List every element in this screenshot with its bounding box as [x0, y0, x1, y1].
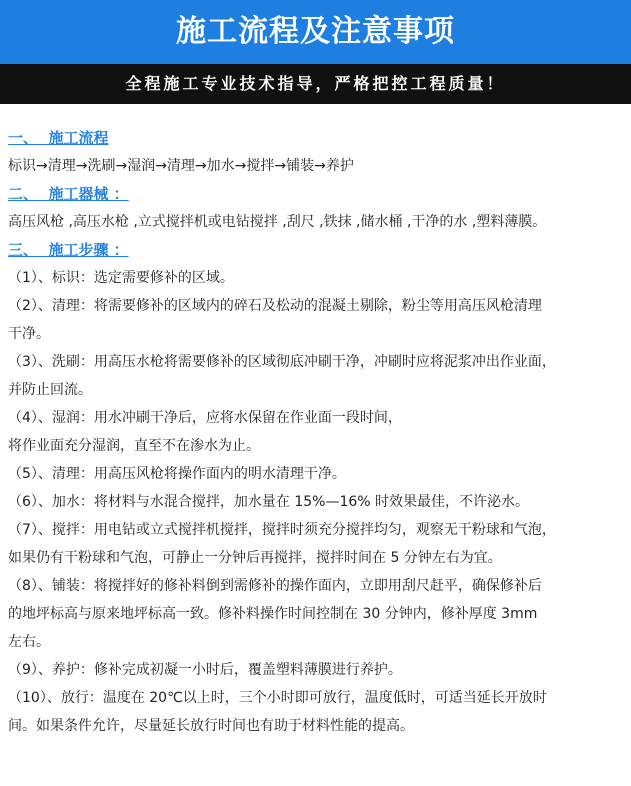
process-flow-text: 标识→清理→洗刷→湿润→清理→加水→搅拌→铺装→养护 [8, 158, 354, 174]
step-item [8, 264, 626, 292]
step-item [8, 572, 626, 656]
step-line: 干净。 [8, 326, 50, 342]
step-line: 并防止回流。 [8, 382, 92, 398]
step-line: （1）、标识：选定需要修补的区域。 [8, 270, 234, 286]
step-line: （9）、养护：修补完成初凝一小时后，覆盖塑料薄膜进行养护。 [8, 662, 402, 678]
step-line: （2）、清理：将需要修补的区域内的碎石及松动的混凝土剔除，粉尘等用高压风枪清理 [8, 298, 542, 314]
equipment-list-text: 高压风枪 ,高压水枪 ,立式搅拌机或电钻搅拌 ,刮尺 ,铁抹 ,储水桶 ,干净的水 ,塑料薄膜。 [8, 214, 547, 230]
step-line: （7）、搅拌：用电钻或立式搅拌机搅拌，搅拌时须充分搅拌均匀，观察无干粉球和气泡， [8, 522, 556, 538]
step-item [8, 292, 626, 348]
steps-list [8, 264, 626, 740]
section-heading-process: 一、 施工流程 [8, 129, 109, 147]
header-banner [0, 0, 631, 64]
step-line: 将作业面充分湿润，直至不在渗水为止。 [8, 438, 260, 454]
step-line: （4）、湿润：用水冲刷干净后，应将水保留在作业面一段时间， [8, 410, 402, 426]
step-item [8, 656, 626, 684]
page-title: 施工流程及注意事项 [176, 14, 455, 49]
step-item [8, 516, 626, 572]
step-line: （3）、洗刷：用高压水枪将需要修补的区域彻底冲刷干净，冲刷时应将泥浆冲出作业面， [8, 354, 556, 370]
step-line: （8）、铺装：将搅拌好的修补料倒到需修补的操作面内，立即用刮尺赶平，确保修补后 [8, 578, 542, 594]
step-line: （5）、清理：用高压风枪将操作面内的明水清理干净。 [8, 466, 346, 482]
subtitle-banner [0, 64, 631, 104]
step-item [8, 488, 626, 516]
step-item [8, 404, 626, 460]
step-item [8, 460, 626, 488]
step-item [8, 348, 626, 404]
page-subtitle: 全程施工专业技术指导，严格把控工程质量！ [125, 74, 506, 93]
step-line: （6）、加水：将材料与水混合搅拌，加水量在 15%—16% 时效果最佳，不许泌水。 [8, 494, 530, 510]
step-line: 左右。 [8, 634, 50, 650]
step-line: 如果仍有干粉球和气泡，可静止一分钟后再搅拌，搅拌时间在 5 分钟左右为宜。 [8, 550, 502, 566]
section-heading-steps: 三、 施工步骤 ： [8, 241, 129, 259]
step-line: （10）、放行：温度在 20℃以上时，三个小时即可放行，温度低时，可适当延长开放时 [8, 690, 547, 706]
section-heading-equipment: 二、 施工器械 ： [8, 185, 129, 203]
step-line: 间。如果条件允许，尽量延长放行时间也有助于材料性能的提高。 [8, 718, 414, 734]
step-line: 的地坪标高与原来地坪标高一致。修补料操作时间控制在 30 分钟内，修补厚度 3mm [8, 606, 538, 622]
step-item [8, 684, 626, 740]
content-body [8, 124, 626, 740]
